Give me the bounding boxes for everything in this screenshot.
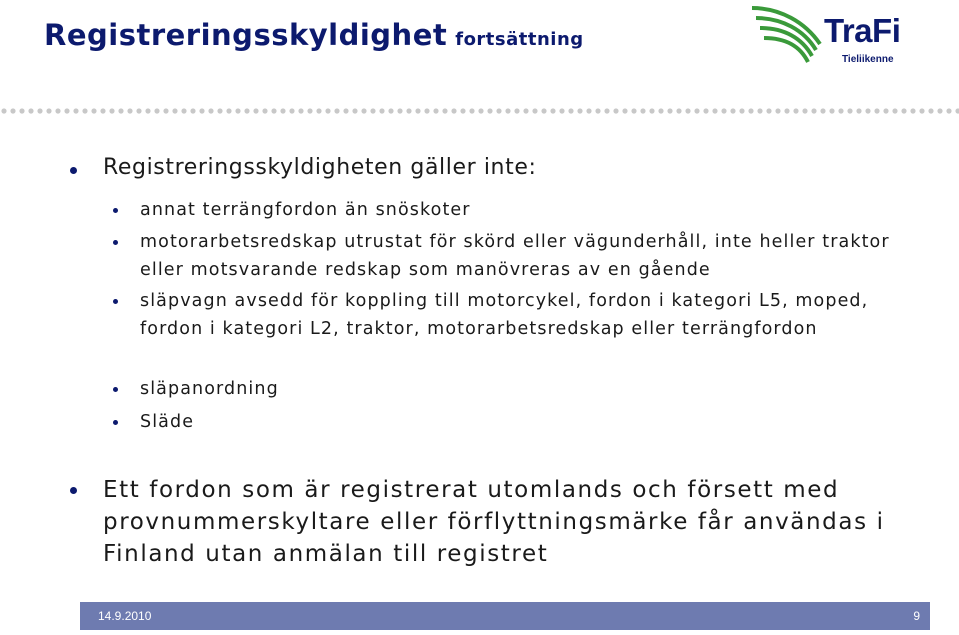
trafi-logo: [750, 4, 920, 74]
bullet-dot: [70, 167, 77, 174]
sub-bullet-dot: [113, 208, 118, 213]
list-item: annat terrängfordon än snöskoter: [140, 200, 471, 220]
heading-exemptions: Registreringsskyldigheten gäller inte:: [103, 155, 537, 180]
foreign-vehicle-statement: Ett fordon som är registrerat utomlands och försett med provnummerskyltare eller förflyttningsmärke får användas i Finland utan anmälan till registret: [103, 477, 885, 567]
footer-bar: [80, 602, 930, 630]
bullet-dot: [70, 487, 77, 494]
list-item: släpanordning: [140, 379, 279, 399]
list-item: motorarbetsredskap utrustat för skörd eller vägunderhåll, inte heller traktor eller motsvarande redskap som manövreras av en gående: [140, 232, 890, 280]
sub-bullet-dot: [113, 299, 118, 304]
footer-date: 14.9.2010: [98, 609, 152, 623]
sub-bullet-dot: [113, 387, 118, 392]
sub-bullet-dot: [113, 420, 118, 425]
dotted-divider: [0, 106, 959, 116]
slide-subtitle: fortsättning: [455, 29, 584, 50]
trafi-swoosh-icon: [750, 4, 830, 70]
slide-title-row: [44, 18, 584, 52]
list-item: släpvagn avsedd för koppling till motorcykel, fordon i kategori L5, moped, fordon i kategori L2, traktor, motorarbetsredskap eller terrängfordon: [140, 291, 869, 339]
sub-bullet-dot: [113, 240, 118, 245]
logo-tagline: Tieliikenne: [842, 54, 894, 65]
list-item: Släde: [140, 412, 195, 432]
logo-wordmark: TraFi: [824, 12, 901, 49]
page-number: 9: [913, 609, 920, 623]
slide-title: Registreringsskyldighet: [44, 18, 448, 52]
